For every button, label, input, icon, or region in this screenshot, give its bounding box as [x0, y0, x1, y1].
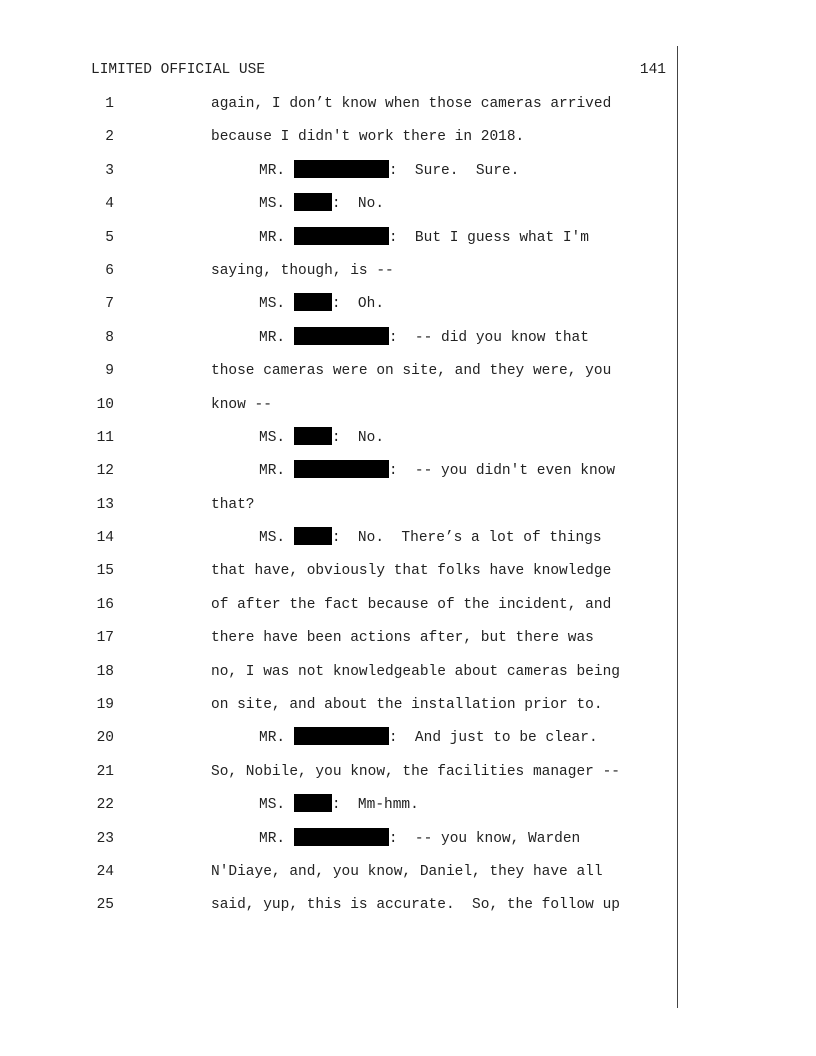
- line-text: [211, 125, 524, 149]
- speaker-line-text: [259, 226, 589, 250]
- line-number: 11: [96, 429, 114, 446]
- speaker-line-text: [259, 292, 384, 316]
- line-number: 8: [105, 329, 114, 346]
- spoken-text: know --: [211, 396, 272, 413]
- speaker-title: MR.: [259, 730, 294, 747]
- line-text: [211, 660, 620, 684]
- transcript-line: [0, 693, 680, 726]
- speaker-line-text: [259, 159, 519, 183]
- line-number: 23: [96, 830, 114, 847]
- transcript-lines: [0, 92, 680, 927]
- spoken-text: : Sure. Sure.: [388, 162, 520, 179]
- transcript-line: [0, 893, 680, 926]
- spoken-text: : No.: [331, 429, 385, 446]
- spoken-text: on site, and about the installation prior to.: [211, 697, 603, 714]
- line-number: 21: [96, 763, 114, 780]
- spoken-text: : -- you didn't even know: [388, 463, 616, 480]
- transcript-line: [0, 393, 680, 426]
- redacted-name: [294, 727, 389, 745]
- line-text: [211, 92, 611, 116]
- spoken-text: : -- you know, Warden: [388, 830, 581, 847]
- line-number: 4: [105, 196, 114, 213]
- transcript-line: [0, 793, 680, 826]
- line-text: [211, 693, 603, 717]
- transcript-line: [0, 626, 680, 659]
- spoken-text: that have, obviously that folks have knowledge: [211, 563, 612, 580]
- spoken-text: : -- did you know that: [388, 329, 589, 346]
- line-number: 9: [105, 363, 114, 380]
- line-text: [211, 760, 620, 784]
- transcript-line: [0, 226, 680, 259]
- transcript-line: [0, 92, 680, 125]
- transcript-line: [0, 526, 680, 559]
- spoken-text: : Mm-hmm.: [331, 797, 419, 814]
- speaker-title: MR.: [259, 162, 294, 179]
- redacted-name: [294, 527, 332, 545]
- redacted-name: [294, 828, 389, 846]
- line-number: 20: [96, 730, 114, 747]
- transcript-line: [0, 760, 680, 793]
- transcript-line: [0, 359, 680, 392]
- line-text: [211, 493, 255, 517]
- speaker-title: MS.: [259, 530, 294, 547]
- speaker-line-text: [259, 827, 580, 851]
- spoken-text: no, I was not knowledgeable about cameras being: [211, 663, 620, 680]
- spoken-text: N'Diaye, and, you know, Daniel, they have all: [211, 863, 603, 880]
- line-text: [211, 359, 611, 383]
- line-number: 24: [96, 863, 114, 880]
- line-number: 3: [105, 162, 114, 179]
- line-number: 17: [96, 630, 114, 647]
- line-number: 15: [96, 563, 114, 580]
- spoken-text: : And just to be clear.: [388, 730, 598, 747]
- spoken-text: So, Nobile, you know, the facilities manager --: [211, 763, 620, 780]
- transcript-line: [0, 827, 680, 860]
- line-number: 7: [105, 296, 114, 313]
- speaker-line-text: [259, 793, 419, 817]
- speaker-title: MS.: [259, 429, 294, 446]
- line-number: 19: [96, 697, 114, 714]
- speaker-title: MR.: [259, 229, 294, 246]
- speaker-title: MR.: [259, 463, 294, 480]
- speaker-title: MR.: [259, 830, 294, 847]
- line-number: 10: [96, 396, 114, 413]
- redacted-name: [294, 160, 389, 178]
- speaker-line-text: [259, 326, 589, 350]
- line-number: 5: [105, 229, 114, 246]
- line-text: [211, 893, 620, 917]
- spoken-text: because I didn't work there in 2018.: [211, 129, 525, 146]
- transcript-line: [0, 493, 680, 526]
- line-text: [211, 259, 394, 283]
- transcript-line: [0, 326, 680, 359]
- spoken-text: of after the fact because of the incident, and: [211, 596, 612, 613]
- line-number: 16: [96, 596, 114, 613]
- transcript-line: [0, 660, 680, 693]
- line-text: [211, 626, 594, 650]
- redacted-name: [294, 227, 389, 245]
- line-number: 25: [96, 897, 114, 914]
- line-number: 13: [96, 496, 114, 513]
- redacted-name: [294, 794, 332, 812]
- redacted-name: [294, 293, 332, 311]
- redacted-name: [294, 193, 332, 211]
- spoken-text: said, yup, this is accurate. So, the follow up: [211, 897, 620, 914]
- speaker-line-text: [259, 426, 384, 450]
- speaker-line-text: [259, 459, 615, 483]
- speaker-line-text: [259, 726, 598, 750]
- speaker-title: MS.: [259, 797, 294, 814]
- spoken-text: : Oh.: [331, 296, 385, 313]
- transcript-line: [0, 259, 680, 292]
- transcript-line: [0, 860, 680, 893]
- spoken-text: again, I don’t know when those cameras arrived: [211, 96, 612, 112]
- spoken-text: : But I guess what I'm: [388, 229, 589, 246]
- transcript-line: [0, 125, 680, 158]
- line-text: [211, 860, 603, 884]
- transcript-line: [0, 593, 680, 626]
- transcript-line: [0, 426, 680, 459]
- speaker-title: MS.: [259, 296, 294, 313]
- page-number: 141: [639, 62, 666, 78]
- transcript-line: [0, 192, 680, 225]
- line-number: 6: [105, 262, 114, 279]
- line-text: [211, 593, 611, 617]
- transcript-line: [0, 559, 680, 592]
- transcript-line: [0, 459, 680, 492]
- classification-header: LIMITED OFFICIAL USE: [91, 62, 266, 78]
- line-number: 2: [105, 129, 114, 146]
- line-number: 14: [96, 530, 114, 547]
- speaker-line-text: [259, 526, 602, 550]
- spoken-text: that?: [211, 496, 255, 513]
- spoken-text: : No.: [331, 196, 385, 213]
- speaker-title: MR.: [259, 329, 294, 346]
- redacted-name: [294, 427, 332, 445]
- redacted-name: [294, 327, 389, 345]
- line-text: [211, 559, 611, 583]
- spoken-text: those cameras were on site, and they were, you: [211, 363, 612, 380]
- speaker-line-text: [259, 192, 384, 216]
- transcript-line: [0, 292, 680, 325]
- redacted-name: [294, 460, 389, 478]
- spoken-text: saying, though, is --: [211, 262, 394, 279]
- line-number: 12: [96, 463, 114, 480]
- speaker-title: MS.: [259, 196, 294, 213]
- line-text: [211, 393, 272, 417]
- line-number: 1: [105, 96, 114, 112]
- line-number: 22: [96, 797, 114, 814]
- line-number: 18: [96, 663, 114, 680]
- transcript-line: [0, 159, 680, 192]
- transcript-line: [0, 726, 680, 759]
- spoken-text: there have been actions after, but there was: [211, 630, 594, 647]
- spoken-text: : No. There’s a lot of things: [331, 530, 602, 547]
